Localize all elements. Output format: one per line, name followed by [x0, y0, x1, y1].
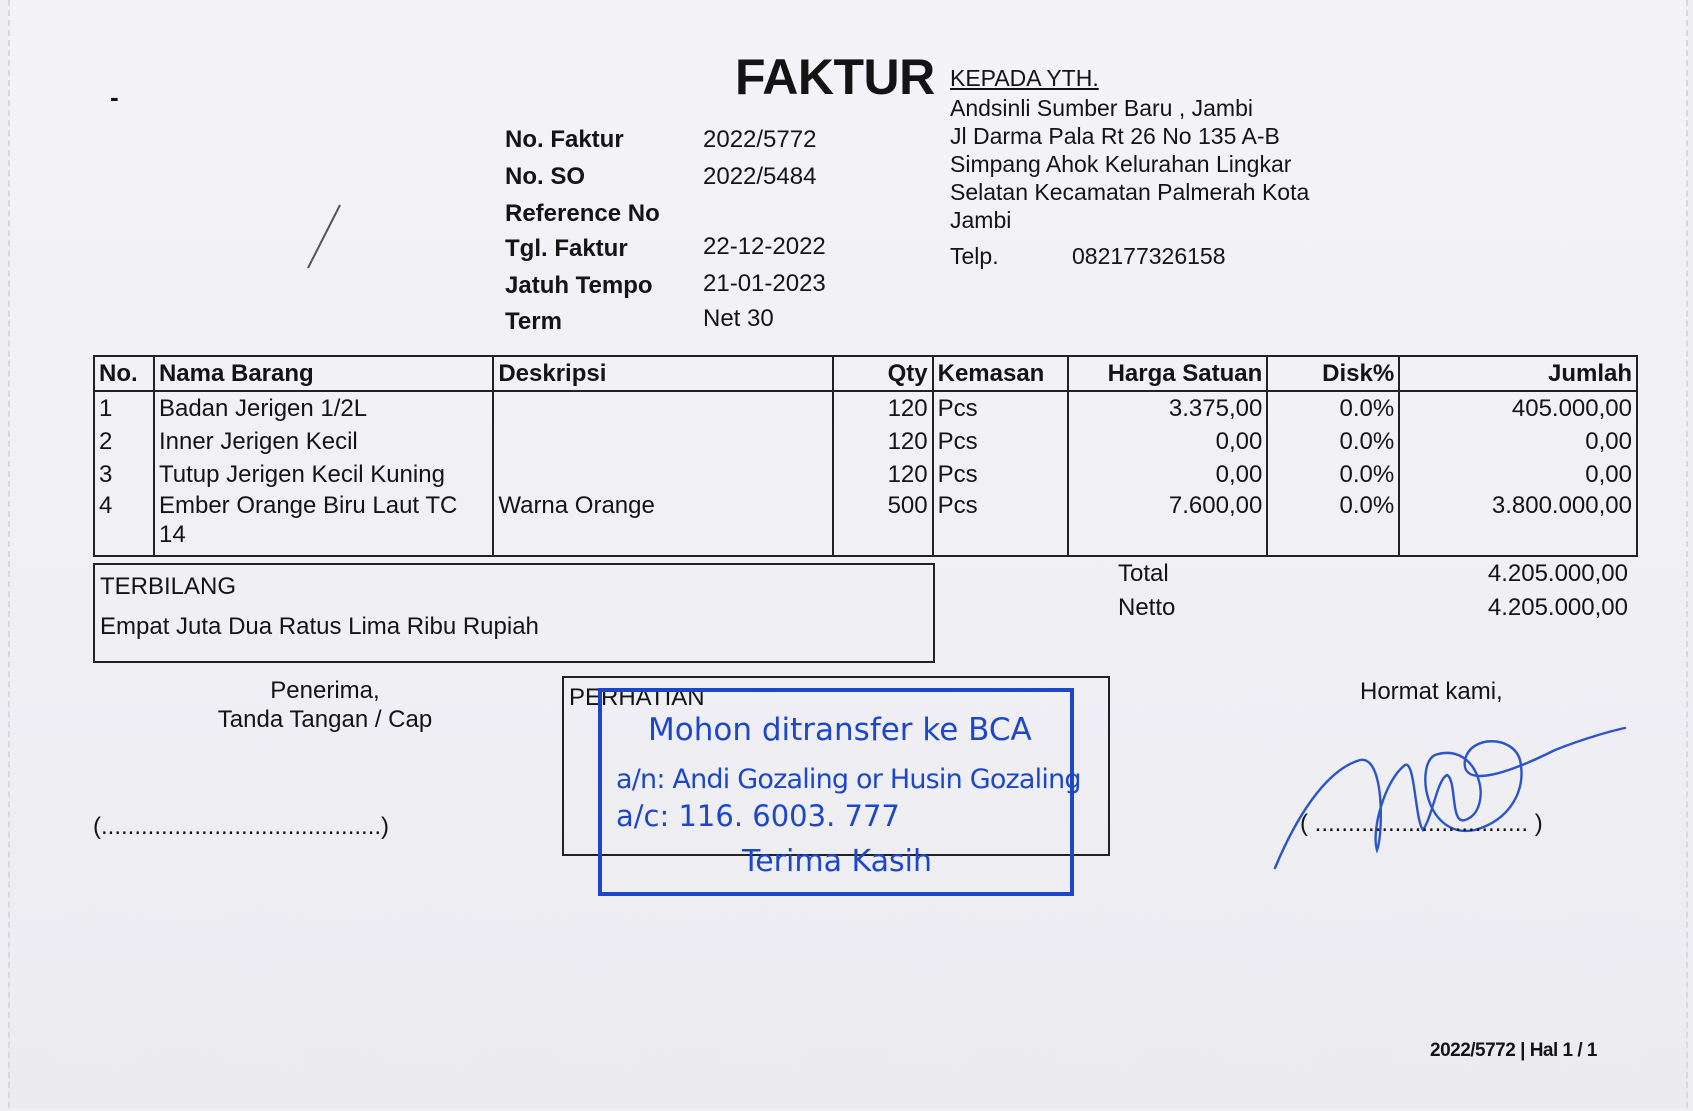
total-label: Total: [1118, 560, 1169, 587]
column-header-nama-barang: Nama Barang: [154, 356, 493, 391]
table-row: [94, 391, 1637, 425]
meta-value-jatuh-tempo: 21-01-2023: [703, 270, 826, 297]
cell-unit: Pcs: [933, 425, 1068, 458]
cell-name: [154, 491, 493, 556]
column-header-kemasan: Kemasan: [933, 356, 1068, 391]
phone-value: 082177326158: [1072, 243, 1226, 269]
signature-scribble: [1265, 720, 1655, 880]
netto-value: 4.205.000,00: [1487, 594, 1628, 621]
perhatian-label: PERHATIAN: [569, 684, 705, 711]
cell-qty: 120: [833, 425, 933, 458]
cell-qty: 120: [833, 391, 933, 425]
cell-amount: 0,00: [1399, 425, 1637, 458]
bank-transfer-stamp: [598, 688, 1081, 896]
terbilang-box: [93, 563, 935, 663]
netto-label: Netto: [1118, 594, 1176, 621]
cell-no: 2: [94, 425, 154, 458]
table-row: [94, 458, 1637, 491]
stamp-line-account-number: a/c: 116. 6003. 777: [616, 799, 900, 833]
cell-desc: [493, 425, 832, 458]
cell-no: 3: [94, 458, 154, 491]
stamp-line-account-name: a/n: Andi Gozaling or Husin Gozaling: [616, 764, 1081, 795]
meta-value-tgl-faktur: 22-12-2022: [703, 233, 826, 260]
meta-label-term: Term: [505, 308, 562, 335]
cell-price: 3.375,00: [1068, 391, 1268, 425]
total-value: 4.205.000,00: [1487, 560, 1628, 587]
cell-name: Inner Jerigen Kecil: [154, 425, 493, 458]
page-reference: 2022/5772 | Hal 1 / 1: [1430, 1040, 1598, 1061]
items-table: [93, 355, 1638, 557]
cell-name-line1: Ember Orange Biru Laut TC: [158, 492, 458, 519]
meta-label-no-so: No. SO: [505, 163, 586, 190]
cell-amount: 405.000,00: [1399, 391, 1637, 425]
recipient-line: Andsinli Sumber Baru , Jambi: [950, 95, 1253, 121]
cell-name-line2: 14: [158, 521, 186, 548]
signoff-label: Hormat kami,: [1360, 678, 1503, 705]
corner-mark: -: [110, 82, 119, 112]
column-header-qty: Qty: [833, 356, 933, 391]
cell-desc: [493, 391, 832, 425]
cell-no: 1: [94, 391, 154, 425]
cell-amount: 3.800.000,00: [1399, 491, 1637, 556]
signoff-sign-line: ( ................................ ): [1300, 810, 1543, 837]
stamp-line-thanks: Terima Kasih: [742, 844, 933, 879]
column-header-deskripsi: Deskripsi: [493, 356, 832, 391]
meta-label-tgl-faktur: Tgl. Faktur: [505, 235, 628, 262]
cell-disc: 0.0%: [1267, 458, 1399, 491]
receiver-sign-caption: Tanda Tangan / Cap: [217, 706, 433, 733]
cell-desc: [493, 458, 832, 491]
table-row: [94, 491, 1637, 556]
meta-label-no-faktur: No. Faktur: [505, 126, 624, 153]
column-header-no: No.: [94, 356, 154, 391]
meta-label-reference-no: Reference No: [505, 200, 660, 227]
column-header-harga-satuan: Harga Satuan: [1068, 356, 1268, 391]
cell-disc: 0.0%: [1267, 425, 1399, 458]
table-header-row: [94, 356, 1637, 391]
phone-label: Telp.: [950, 243, 999, 269]
table-row: [94, 425, 1637, 458]
cell-name: Badan Jerigen 1/2L: [154, 391, 493, 425]
meta-value-no-faktur: 2022/5772: [703, 126, 817, 153]
terbilang-text: Empat Juta Dua Ratus Lima Ribu Rupiah: [100, 613, 539, 640]
cell-price: 0,00: [1068, 458, 1268, 491]
recipient-line: Selatan Kecamatan Palmerah Kota: [950, 179, 1310, 205]
receiver-label: Penerima,: [270, 677, 380, 704]
cell-unit: Pcs: [933, 458, 1068, 491]
cell-name: Tutup Jerigen Kecil Kuning: [154, 458, 493, 491]
column-header-disk: Disk%: [1267, 356, 1399, 391]
stamp-line-bank: Mohon ditransfer ke BCA: [648, 712, 1032, 748]
cell-disc: 0.0%: [1267, 491, 1399, 556]
receiver-sign-line: (..........................................): [93, 813, 390, 840]
column-header-jumlah: Jumlah: [1399, 356, 1637, 391]
pen-stroke-mark: [300, 200, 350, 275]
recipient-line: Jambi: [950, 207, 1012, 233]
cell-qty: 500: [833, 491, 933, 556]
meta-value-no-so: 2022/5484: [703, 163, 817, 190]
recipient-line: Jl Darma Pala Rt 26 No 135 A-B: [950, 123, 1280, 149]
invoice-title: FAKTUR: [735, 49, 935, 105]
cell-unit: Pcs: [933, 491, 1068, 556]
meta-label-jatuh-tempo: Jatuh Tempo: [505, 272, 653, 299]
recipient-heading: KEPADA YTH.: [950, 65, 1099, 91]
cell-desc: Warna Orange: [493, 491, 832, 556]
recipient-line: Simpang Ahok Kelurahan Lingkar: [950, 151, 1292, 177]
terbilang-label: TERBILANG: [100, 573, 237, 600]
cell-unit: Pcs: [933, 391, 1068, 425]
cell-qty: 120: [833, 458, 933, 491]
meta-value-term: Net 30: [703, 305, 774, 332]
cell-price: 7.600,00: [1068, 491, 1268, 556]
cell-amount: 0,00: [1399, 458, 1637, 491]
invoice-paper: [8, 0, 1688, 1108]
cell-disc: 0.0%: [1267, 391, 1399, 425]
cell-price: 0,00: [1068, 425, 1268, 458]
cell-no: 4: [94, 491, 154, 556]
